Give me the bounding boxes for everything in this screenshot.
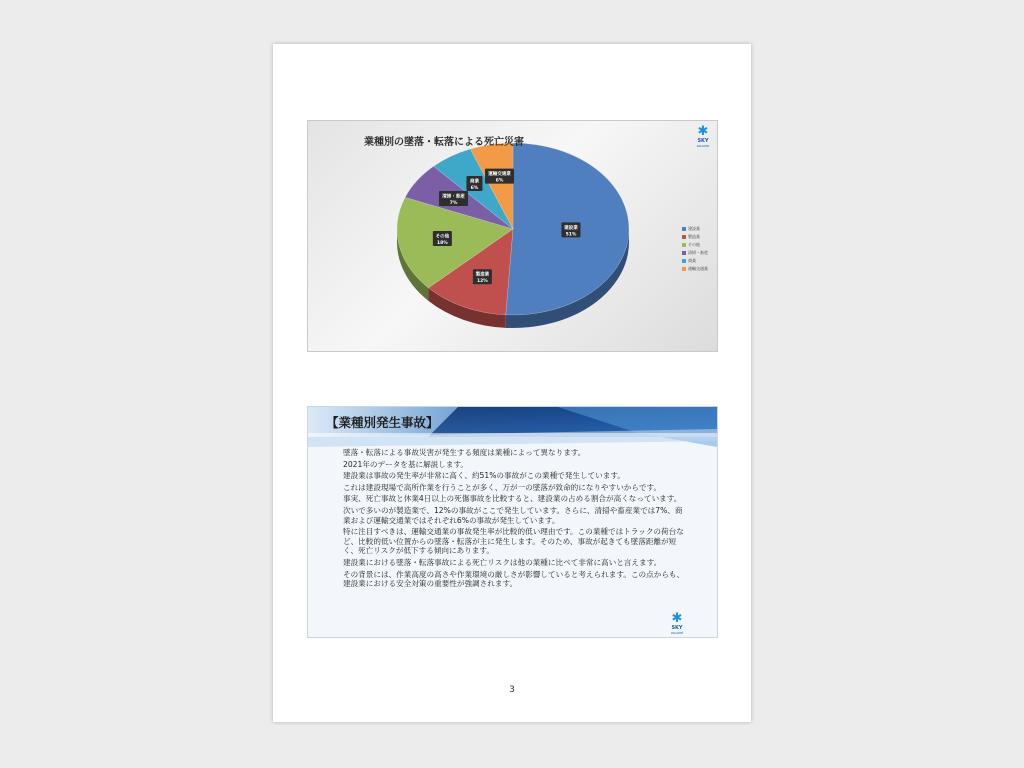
chart-slide <box>307 120 718 352</box>
legend-label: 運輸交通業 <box>688 266 708 271</box>
legend-swatch <box>682 227 686 231</box>
chart-legend <box>682 225 708 273</box>
data-label-category: その他 <box>435 234 450 240</box>
data-label-value: 7% <box>449 201 458 207</box>
logo-text-line2: WALKER <box>670 631 684 635</box>
paragraph: その背景には、作業高度の高さや作業環境の厳しさが影響していると考えられます。この点からも、建設業における安全対策の重要性が強調されます。 <box>343 569 685 589</box>
text-slide <box>307 406 718 638</box>
logo-mark-icon: ✱ <box>697 124 709 139</box>
legend-swatch <box>682 243 686 247</box>
legend-label: 商業 <box>688 258 696 263</box>
paragraph: 次いで多いのが製造業で、12%の事故がここで発生しています。さらに、清掃や畜産業では7%、商業および運輸交通業ではそれぞれ6%の事故が発生しています。 <box>343 505 683 525</box>
pie-data-label <box>466 176 482 191</box>
pie-data-label <box>561 222 580 237</box>
data-label-category: 製造業 <box>475 272 490 278</box>
page-number: 3 <box>509 685 515 695</box>
slide-body-text <box>343 448 685 591</box>
legend-item <box>682 225 708 233</box>
data-label-category: 運輸交通業 <box>488 172 511 178</box>
document-page <box>273 44 751 722</box>
legend-swatch <box>682 235 686 239</box>
legend-swatch <box>682 259 686 263</box>
paragraph: 建設業における墜落・転落事故による死亡リスクは他の業種に比べて非常に高いと言えます。 <box>343 557 662 567</box>
logo-text-line1: SKY <box>697 138 709 144</box>
data-label-value: 6% <box>495 178 504 184</box>
legend-label: 建設業 <box>688 226 700 231</box>
logo-text-line2: WALKER <box>696 144 710 148</box>
paragraph: 事実、死亡事故と休業4日以上の死傷事故を比較すると、建設業の占める割合が高くなっています。 <box>343 494 682 504</box>
legend-item <box>682 249 708 257</box>
data-label-value: 18% <box>436 240 448 246</box>
data-label-value: 6% <box>470 185 479 191</box>
sky-walker-logo <box>690 125 716 148</box>
paragraph: 2021年のデータを基に解説します。 <box>343 459 469 469</box>
data-label-value: 51% <box>565 232 577 238</box>
pie-chart <box>308 121 717 351</box>
pie-data-label <box>473 269 492 284</box>
legend-label: 清掃・畜産 <box>688 250 708 255</box>
legend-item <box>682 233 708 241</box>
pie-data-label <box>439 191 468 206</box>
data-label-category: 商業 <box>469 179 479 185</box>
data-label-category: 清掃・畜産 <box>442 194 465 200</box>
pie-data-label <box>485 169 514 184</box>
slide-heading: 【業種別発生事故】 <box>326 415 439 430</box>
data-label-value: 12% <box>476 279 488 285</box>
paragraph: 特に注目すべきは、運輸交通業の事故発生率が比較的低い理由です。この業種ではトラックの荷台など、比較的低い位置からの墜落・転落が主に発生します。そのため、事故が起きても墜落距離が短く、死亡リスクが低下する傾向にあります。 <box>343 527 684 556</box>
paragraph: 墜落・転落による事故災害が発生する頻度は業種によって異なります。 <box>343 448 586 457</box>
legend-item <box>682 241 708 249</box>
chart-title: 業種別の墜落・転落による死亡災害 <box>364 137 524 148</box>
legend-swatch <box>682 267 686 271</box>
legend-label: その他 <box>688 242 700 247</box>
paragraph: 建設業は事故の発生率が非常に高く、約51%の事故がこの業種で発生しています。 <box>343 471 625 481</box>
logo-text-line1: SKY <box>671 625 683 631</box>
sky-walker-logo <box>664 612 690 635</box>
legend-swatch <box>682 251 686 255</box>
data-label-category: 建設業 <box>564 225 578 231</box>
legend-item <box>682 257 708 265</box>
legend-item <box>682 265 708 273</box>
legend-label: 製造業 <box>688 234 700 239</box>
paragraph: これは建設現場で高所作業を行うことが多く、万が一の墜落が致命的になりやすいからです。 <box>343 482 662 492</box>
pie-data-label <box>433 231 452 246</box>
logo-mark-icon: ✱ <box>671 611 683 626</box>
